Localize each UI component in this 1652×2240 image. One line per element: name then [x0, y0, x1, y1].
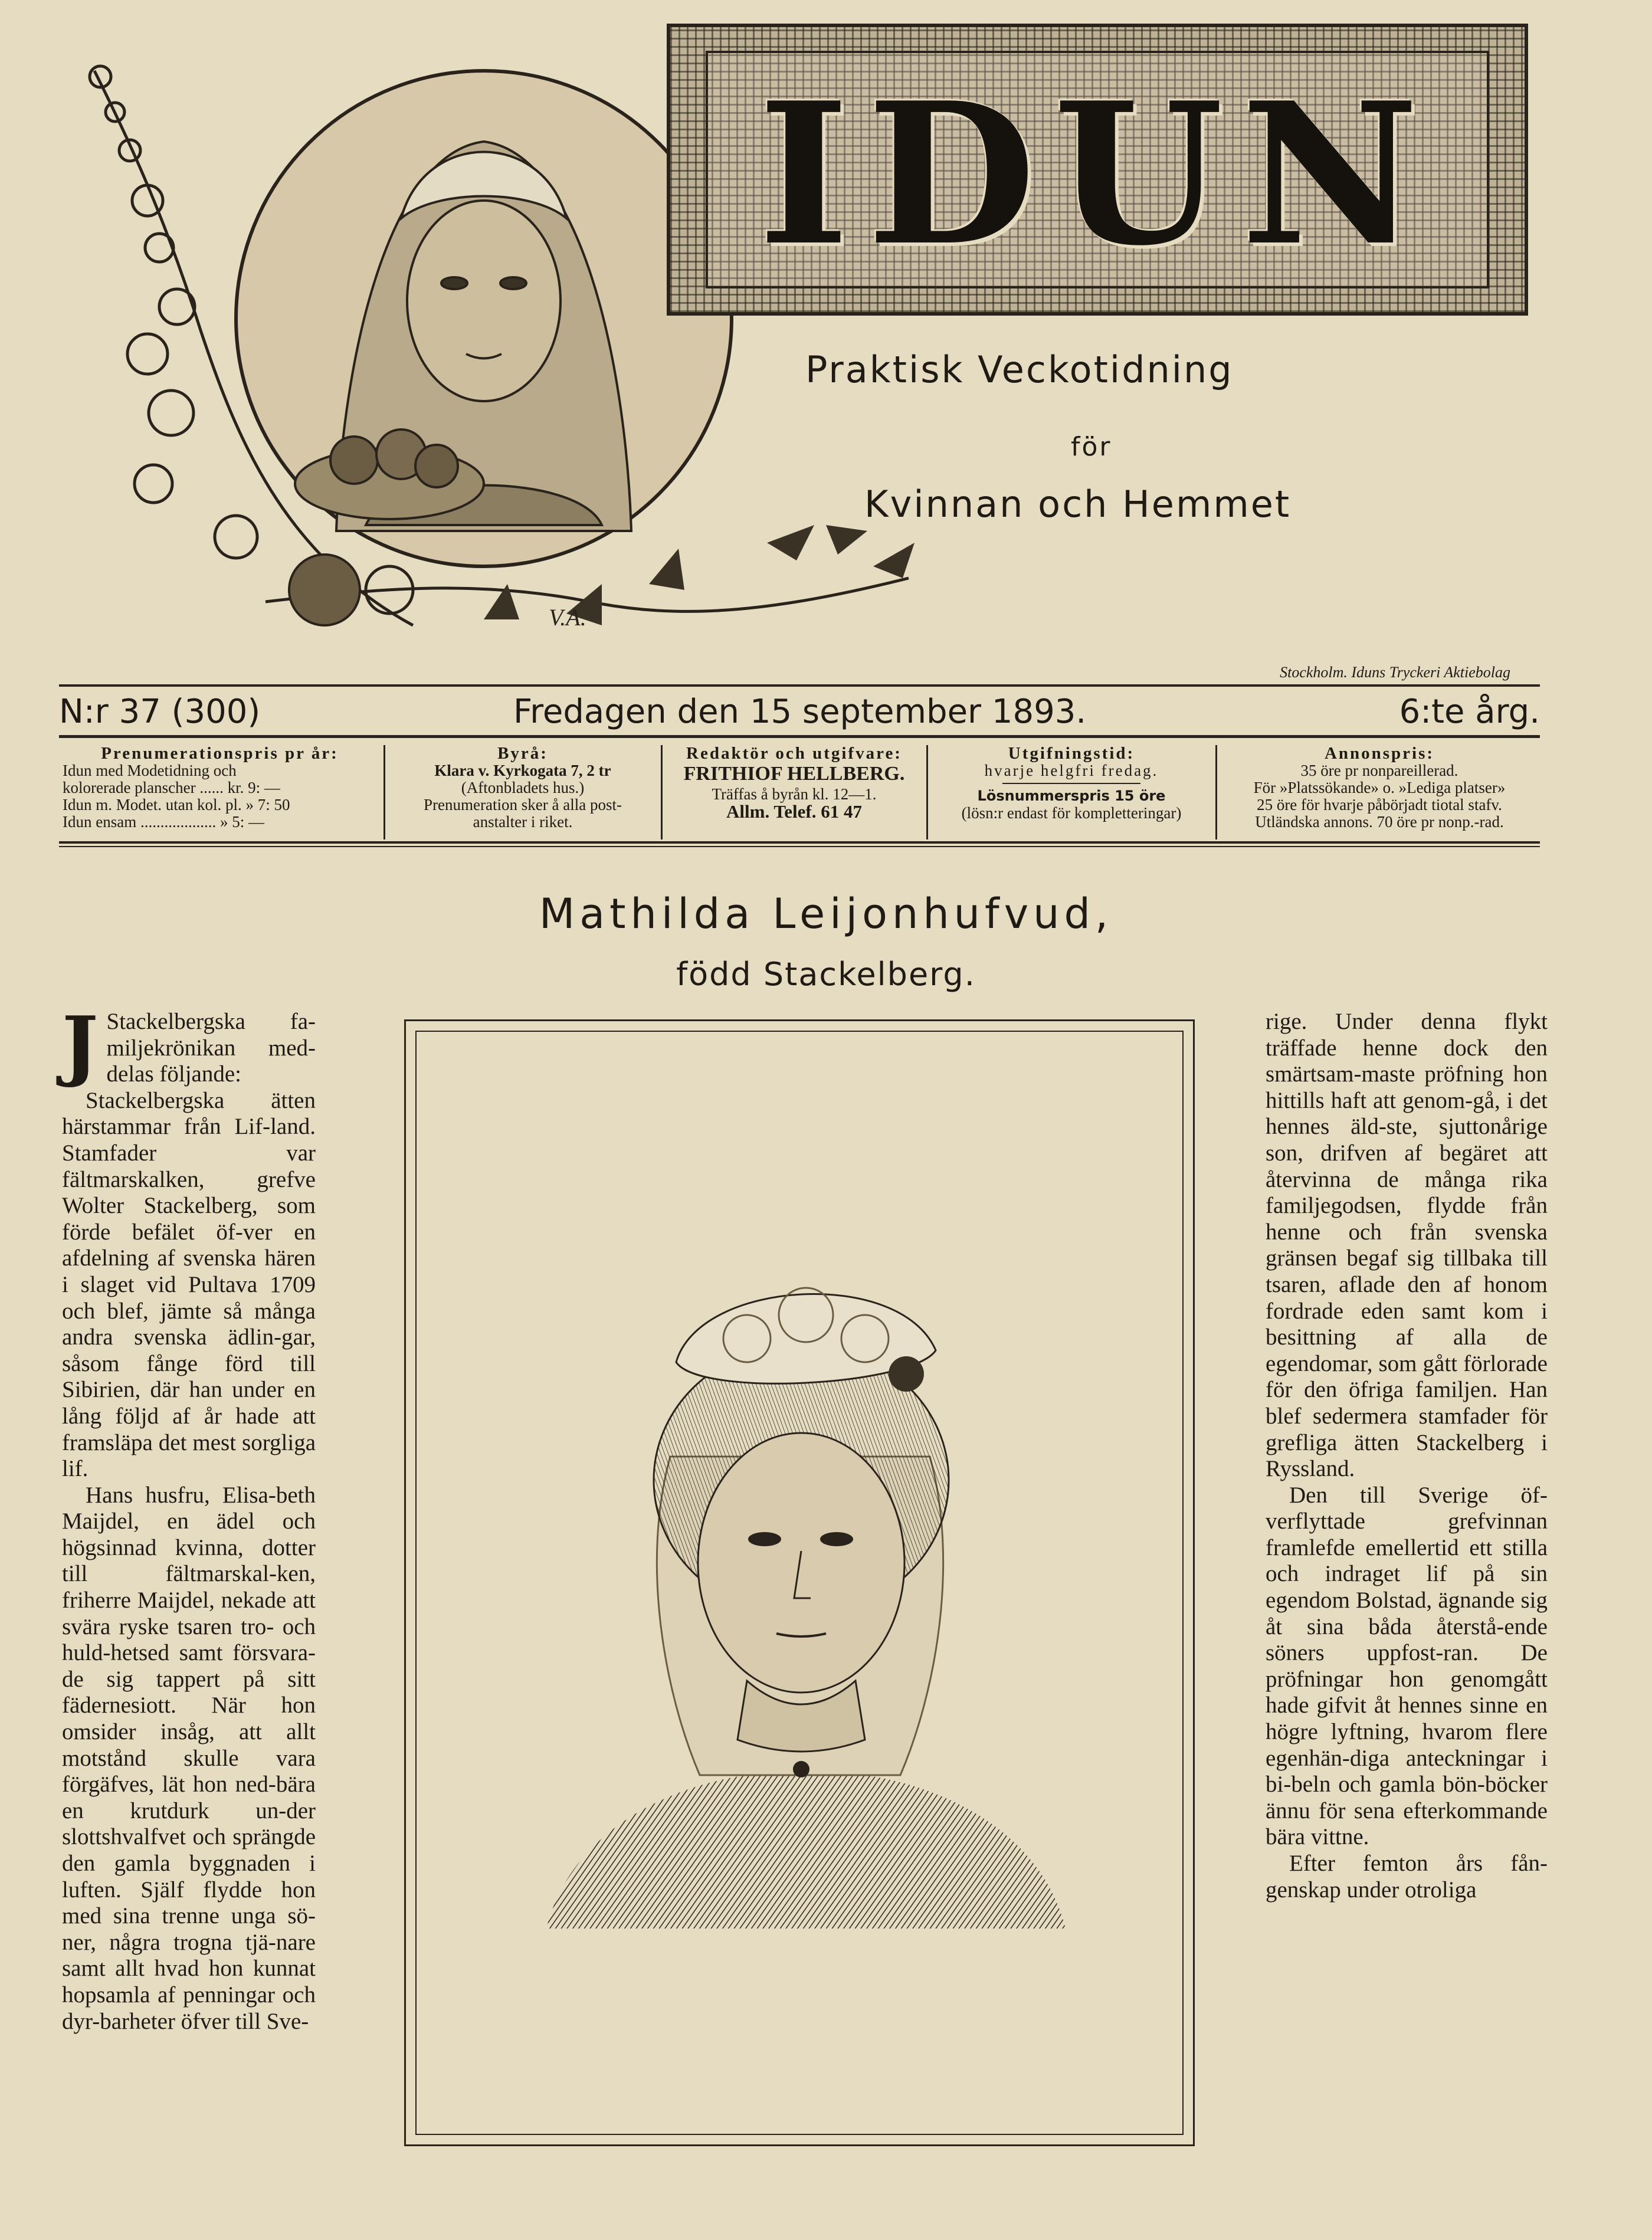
- ads-line: 25 öre för hvarje påbörjadt tiotal stafv.: [1257, 796, 1502, 814]
- paragraph: Den till Sverige öf-verflyttade grefvinnan framlefde emellertid ett stilla och indraget lif på sin egendom Bolstad, ägnande sig åt sina båda återstå-ende söners uppfost-ran. De pröfningar hon genomgått hade gifvit åt hennes sinne en högre lyftning, hvarom flere egenhän-diga anteckningar i bi-beln och gamla bön-böcker ännu för sena efterkommande bära vittne.: [1266, 1482, 1548, 1850]
- office-heading: Byrå:: [497, 744, 548, 763]
- editor-heading: Redaktör och utgifvare:: [686, 744, 902, 763]
- engraved-portrait-of-woman: [417, 1032, 1186, 2137]
- issue-number: N:r 37 (300): [59, 693, 261, 731]
- editor-line: Träffas å byrån kl. 12—1.: [712, 785, 877, 803]
- paragraph: rige. Under denna flykt träffade henne dock den smärtsam-maste pröfning hon hittills haft att genom-gå, i det hennes äld-ste, sjuttonårige son, drifven af begäret att återvinna de många rika familjegodsen, flydde från henne och från svenska gränsen begaf sig tillbaka till tsaren, aflade den af honom fordrade eden samt kom i besittning af alla de egendomar, som gått förlorade för den öfriga familjen. Han blef sedermera stamfader för grefliga ätten Stackelberg i Ryssland.: [1266, 1009, 1548, 1482]
- schedule-heading: Utgifningstid:: [1008, 744, 1135, 763]
- paragraph: Efter femton års fån-genskap under otroliga: [1266, 1851, 1548, 1903]
- paragraph: [62, 999, 316, 1090]
- editor-box: [664, 745, 924, 839]
- ads-heading: Annonspris:: [1324, 744, 1435, 763]
- tagline-line-2: för: [1071, 432, 1112, 462]
- subscription-box: [59, 745, 381, 839]
- masthead-title-box: [667, 24, 1528, 316]
- office-line: anstalter i riket.: [473, 813, 573, 831]
- tagline-line-1: Praktisk Veckotidning: [805, 348, 1234, 391]
- schedule-line: hvarje helgfri fredag.: [984, 762, 1159, 779]
- title-pattern-panel: [706, 51, 1489, 288]
- drop-cap: J: [62, 999, 99, 1090]
- article-column-left: [62, 999, 316, 2035]
- article-column-right: [1266, 1009, 1548, 1903]
- rule: [59, 684, 1540, 687]
- ads-line: 35 öre pr nonpareillerad.: [1300, 762, 1458, 779]
- editor-phone: Allm. Telef. 61 47: [726, 801, 862, 822]
- volume-number: 6:te årg.: [1399, 693, 1540, 731]
- issue-date: Fredagen den 15 september 1893.: [513, 693, 1087, 731]
- article-title: Mathilda Leijonhufvud,: [539, 890, 1113, 938]
- office-line: Prenumeration sker å alla post-: [424, 796, 622, 814]
- printer-credit: Stockholm. Iduns Tryckeri Aktiebolag: [1280, 664, 1510, 681]
- subscription-line: Idun ensam ................... » 5: —: [63, 813, 264, 831]
- column-divider: [1215, 745, 1217, 839]
- paragraph: Stackelbergska ätten härstammar från Lif-land. Stamfader var fältmarskalken, grefve Wolter Stackelberg, som förde befälet öf-ver en afdelning af svenska hären i slaget vid Pultava 1709 och blef, jämte så många andra svenska ädlin-gar, såsom fånge förd till Sibirien, där han under en lång följd af år hade att framsläpa det mest sorgliga lif.: [62, 1087, 316, 1482]
- column-divider: [661, 745, 663, 839]
- subscription-heading: Prenumerationspris pr år:: [101, 744, 339, 763]
- schedule-box: [930, 745, 1213, 839]
- editor-name: FRITHIOF HELLBERG.: [683, 763, 905, 785]
- rule: [59, 735, 1540, 738]
- column-divider: [926, 745, 928, 839]
- column-divider: [384, 745, 385, 839]
- office-box: [387, 745, 658, 839]
- rule: [59, 841, 1540, 844]
- portrait-inner-frame: [415, 1031, 1184, 2135]
- divider: [1002, 783, 1140, 784]
- office-address: Klara v. Kyrkogata 7, 2 tr: [434, 762, 611, 779]
- rule: [59, 846, 1540, 847]
- ads-box: [1219, 745, 1540, 839]
- ads-line: Utländska annons. 70 öre pr nonp.-rad.: [1255, 813, 1504, 831]
- subscription-line: kolorerade planscher ...... kr. 9: —: [63, 779, 280, 796]
- subscription-line: Idun m. Modet. utan kol. pl. » 7: 50: [63, 796, 290, 814]
- tagline-line-3: Kvinnan och Hemmet: [864, 483, 1292, 526]
- ads-line: För »Platssökande» o. »Lediga platser»: [1253, 779, 1506, 796]
- dateline: [59, 690, 1540, 732]
- paragraph-text: Stackelbergska fa-miljekrönikan med-delas följande:: [106, 1009, 316, 1087]
- paragraph: Hans husfru, Elisa-beth Maijdel, en ädel och högsinnad kvinna, dotter till fältmarskal-ken, friherre Maijdel, nekade att svära ryske tsaren tro- och huld-hetsed samt försvara-de sig tappert på sitt fädernesiott. När hon omsider insåg, att allt motstånd skulle vara förgäfves, lät hon ned-bära en krutdurk un-der slottshvalfvet och sprängde den gamla byggnaden i luften. Själf flydde hon med sina trenne unga sö-ner, några trogna tjä-nare samt allt hvad hon kunnat hopsamla af penningar och dyr-barheter öfver till Sve-: [62, 1482, 316, 2034]
- portrait-frame: [404, 1019, 1195, 2146]
- masthead-title: IDUN: [758, 60, 1437, 288]
- svg-text:V.A.: V.A.: [549, 604, 586, 631]
- single-issue-price: Lösnummerspris 15 öre: [977, 788, 1166, 804]
- article-subtitle: född Stackelberg.: [676, 956, 976, 993]
- schedule-note: (lösn:r endast för kompletteringar): [961, 804, 1182, 822]
- info-row: [59, 745, 1540, 839]
- subscription-line: Idun med Modetidning och: [63, 762, 237, 779]
- office-line: (Aftonbladets hus.): [461, 779, 585, 796]
